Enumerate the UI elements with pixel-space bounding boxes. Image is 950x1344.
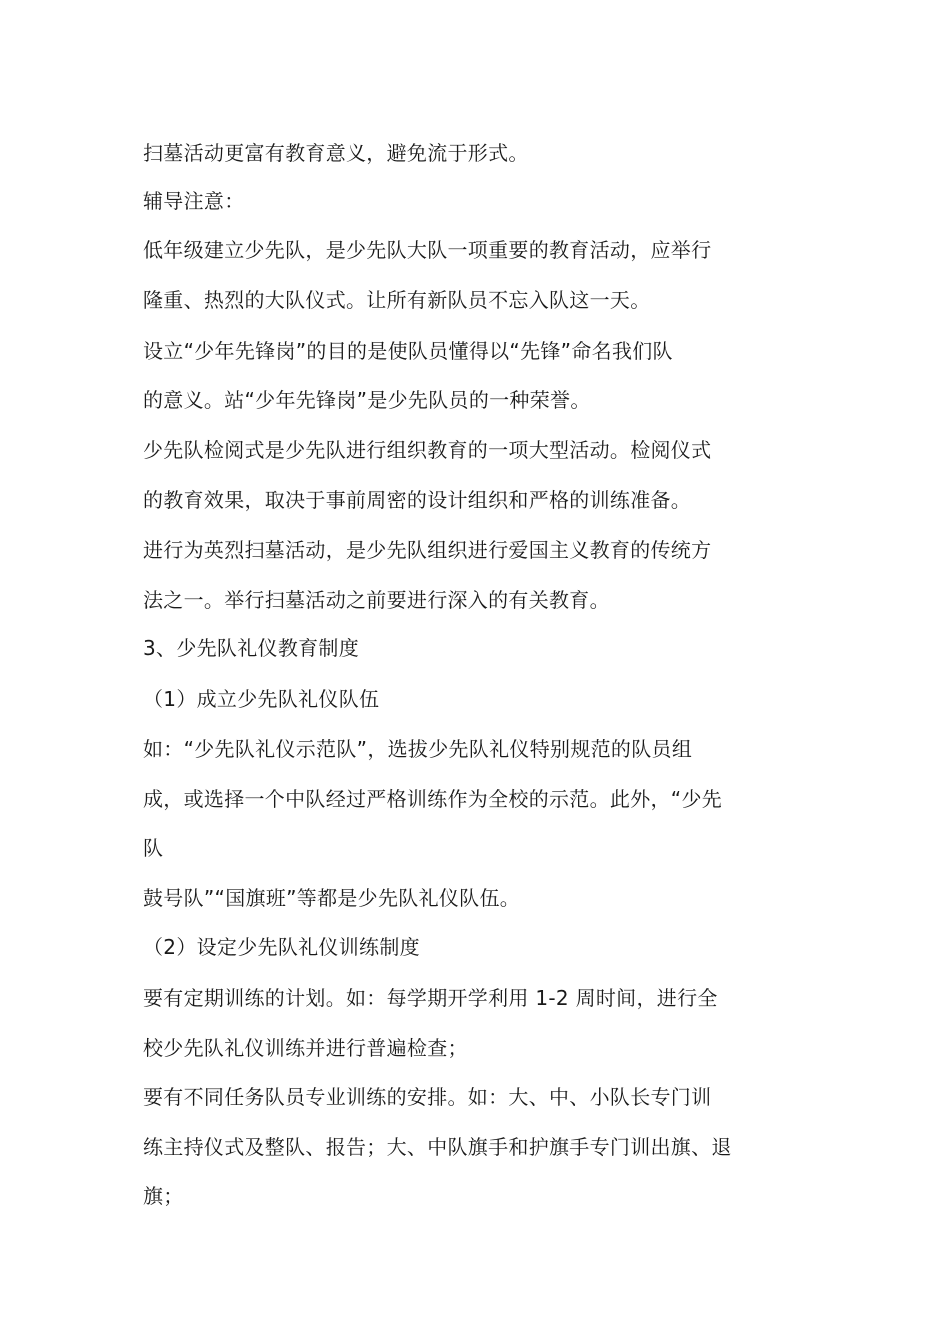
text-line: 鼓号队”“国旗班”等都是少先队礼仪队伍。 [143,886,521,910]
text-line: 进行为英烈扫墓活动，是少先队组织进行爱国主义教育的传统方 [143,538,712,562]
text-line: 旗； [143,1184,184,1208]
text-line: 低年级建立少先队，是少先队大队一项重要的教育活动，应举行 [143,238,712,262]
text-line: 如：“少先队礼仪示范队”，选拔少先队礼仪特别规范的队员组 [143,737,693,761]
text-line: 要有不同任务队员专业训练的安排。如：大、中、小队长专门训 [143,1085,712,1109]
text-line: 法之一。举行扫墓活动之前要进行深入的有关教育。 [143,588,610,612]
subsection-heading: （2）设定少先队礼仪训练制度 [143,935,420,959]
text-line: 校少先队礼仪训练并进行普遍检查； [143,1036,468,1060]
text-line: 练主持仪式及整队、报告；大、中队旗手和护旗手专门训出旗、退 [143,1135,732,1159]
text-line: 的意义。站“少年先锋岗”是少先队员的一种荣誉。 [143,388,591,412]
text-line: 的教育效果，取决于事前周密的设计组织和严格的训练准备。 [143,488,692,512]
text-line: 隆重、热烈的大队仪式。让所有新队员不忘入队这一天。 [143,288,651,312]
text-line: 辅导注意： [143,189,245,213]
section-heading: 3、少先队礼仪教育制度 [143,636,360,660]
text-line: 设立“少年先锋岗”的目的是使队员懂得以“先锋”命名我们队 [143,339,673,363]
text-line: 少先队检阅式是少先队进行组织教育的一项大型活动。检阅仪式 [143,438,712,462]
text-line: 队 [143,836,164,860]
text-line: 扫墓活动更富有教育意义，避免流于形式。 [143,141,529,165]
text-line: 成，或选择一个中队经过严格训练作为全校的示范。此外，“少先 [143,787,723,811]
text-line: 要有定期训练的计划。如：每学期开学利用 1-2 周时间，进行全 [143,986,718,1010]
subsection-heading: （1）成立少先队礼仪队伍 [143,687,380,711]
